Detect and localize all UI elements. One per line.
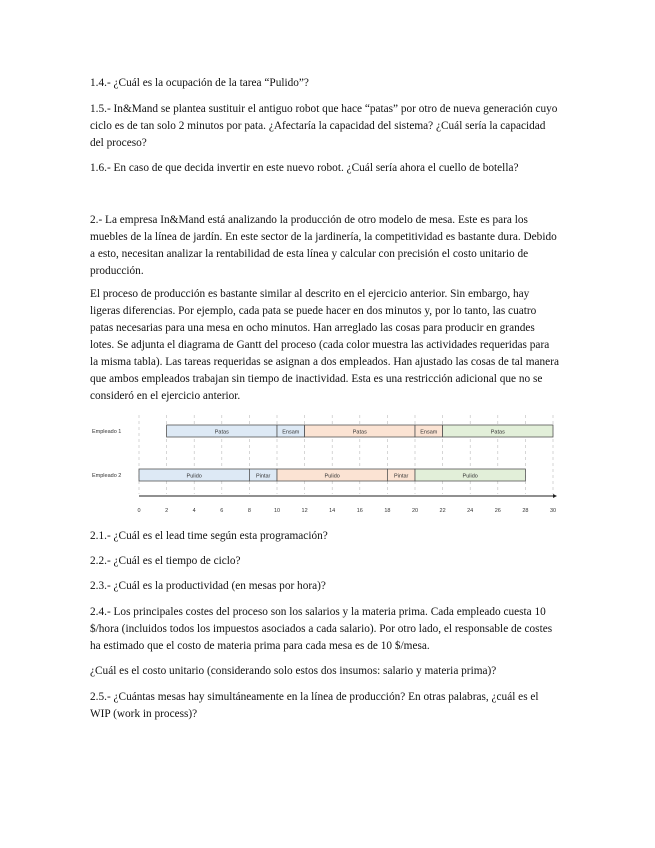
exercise-2-intro: 2.- La empresa In&Mand está analizando la producción de otro modelo de mesa. Este es para los muebles de la línea de jardín. En este sector de la jardinería, la competitividad es bastante dura. Debido a esto, necesitan analizar la rentabilidad de esta línea y calcular con precisión el costo unitario de producción. bbox=[90, 214, 557, 277]
tick-label: 14 bbox=[329, 508, 336, 514]
question-2-2: 2.2.- ¿Cuál es el tiempo de ciclo? bbox=[90, 555, 241, 567]
question-2-4-cost: ¿Cuál es el costo unitario (considerando solo estos dos insumos: salario y materia prima)? bbox=[90, 665, 497, 677]
tick-label: 4 bbox=[192, 508, 196, 514]
question-2-3: 2.3.- ¿Cuál es la productividad (en mesas por hora)? bbox=[90, 580, 326, 592]
gantt-bar-label: Pulido bbox=[462, 473, 478, 480]
tick-label: 22 bbox=[439, 508, 446, 514]
question-2-1: 2.1.- ¿Cuál es el lead time según esta programación? bbox=[90, 530, 328, 542]
gantt-bar-label: Patas bbox=[214, 429, 229, 436]
question-1-6: 1.6.- En caso de que decida invertir en este nuevo robot. ¿Cuál sería ahora el cuello de botella? bbox=[90, 162, 519, 174]
gantt-chart bbox=[0, 410, 655, 525]
question-1-4: 1.4.- ¿Cuál es la ocupación de la tarea “Pulido”? bbox=[90, 77, 309, 89]
tick-label: 2 bbox=[165, 508, 169, 514]
tick-label: 0 bbox=[137, 508, 141, 514]
tick-label: 10 bbox=[273, 508, 281, 514]
question-2-5: 2.5.- ¿Cuántas mesas hay simultáneamente en la línea de producción? En otras palabras, ¿cuál es el WIP (work in process)? bbox=[90, 691, 539, 720]
tick-label: 18 bbox=[384, 508, 391, 514]
tick-label: 24 bbox=[467, 508, 474, 514]
row-label: Empleado 1 bbox=[92, 429, 122, 435]
tick-label: 30 bbox=[549, 508, 557, 514]
exercise-2-description: El proceso de producción es bastante similar al descrito en el ejercicio anterior. Sin embargo, hay ligeras diferencias. Por ejemplo, cada pata se puede hacer en dos minutos y, por lo tanto, las cuatro patas necesarias para una mesa en ocho minutos. Han arreglado las cosas para producir en grandes lotes. Se adjunta el diagrama de Gantt del proceso (cada color muestra las actividades requeridas para la misma tabla). Las tareas requeridas se asignan a dos empleados. Han ajustado las cosas de tal manera que ambos empleados trabajan sin tiempo de inactividad. Esta es una restricción adicional que no se consideró en el ejercicio anterior. bbox=[90, 288, 559, 402]
tick-label: 16 bbox=[356, 508, 363, 514]
gantt-bar-label: Pintar bbox=[256, 473, 271, 480]
gantt-bar-label: Pintar bbox=[394, 473, 409, 480]
gantt-bar-label: Patas bbox=[352, 429, 367, 436]
tick-label: 8 bbox=[247, 508, 251, 514]
question-1-5: 1.5.- In&Mand se plantea sustituir el antiguo robot que hace “patas” por otro de nueva generación cuyo ciclo es de tan solo 2 minutos por pata. ¿Afectaría la capacidad del sistema? ¿Cuál sería la capacidad del proceso? bbox=[90, 103, 558, 149]
tick-label: 28 bbox=[522, 508, 529, 514]
gantt-bar-label: Ensam bbox=[282, 429, 300, 436]
question-2-4: 2.4.- Los principales costes del proceso son los salarios y la materia prima. Cada empleado cuesta 10 $/hora (incluidos todos los impuestos asociados a cada salario). Por otro lado, el responsable de costes ha estimado que el costo de materia prima para cada mesa es de 10 $/mesa. bbox=[90, 606, 553, 652]
row-label: Empleado 2 bbox=[92, 473, 122, 479]
x-axis-arrow bbox=[553, 494, 557, 498]
gantt-bar-label: Pulido bbox=[186, 473, 202, 480]
tick-label: 20 bbox=[411, 508, 419, 514]
tick-label: 6 bbox=[220, 508, 224, 514]
gantt-bar-label: Patas bbox=[490, 429, 505, 436]
tick-label: 26 bbox=[494, 508, 501, 514]
gantt-bar-label: Pulido bbox=[324, 473, 340, 480]
tick-label: 12 bbox=[301, 508, 308, 514]
gantt-bar-label: Ensam bbox=[420, 429, 438, 436]
